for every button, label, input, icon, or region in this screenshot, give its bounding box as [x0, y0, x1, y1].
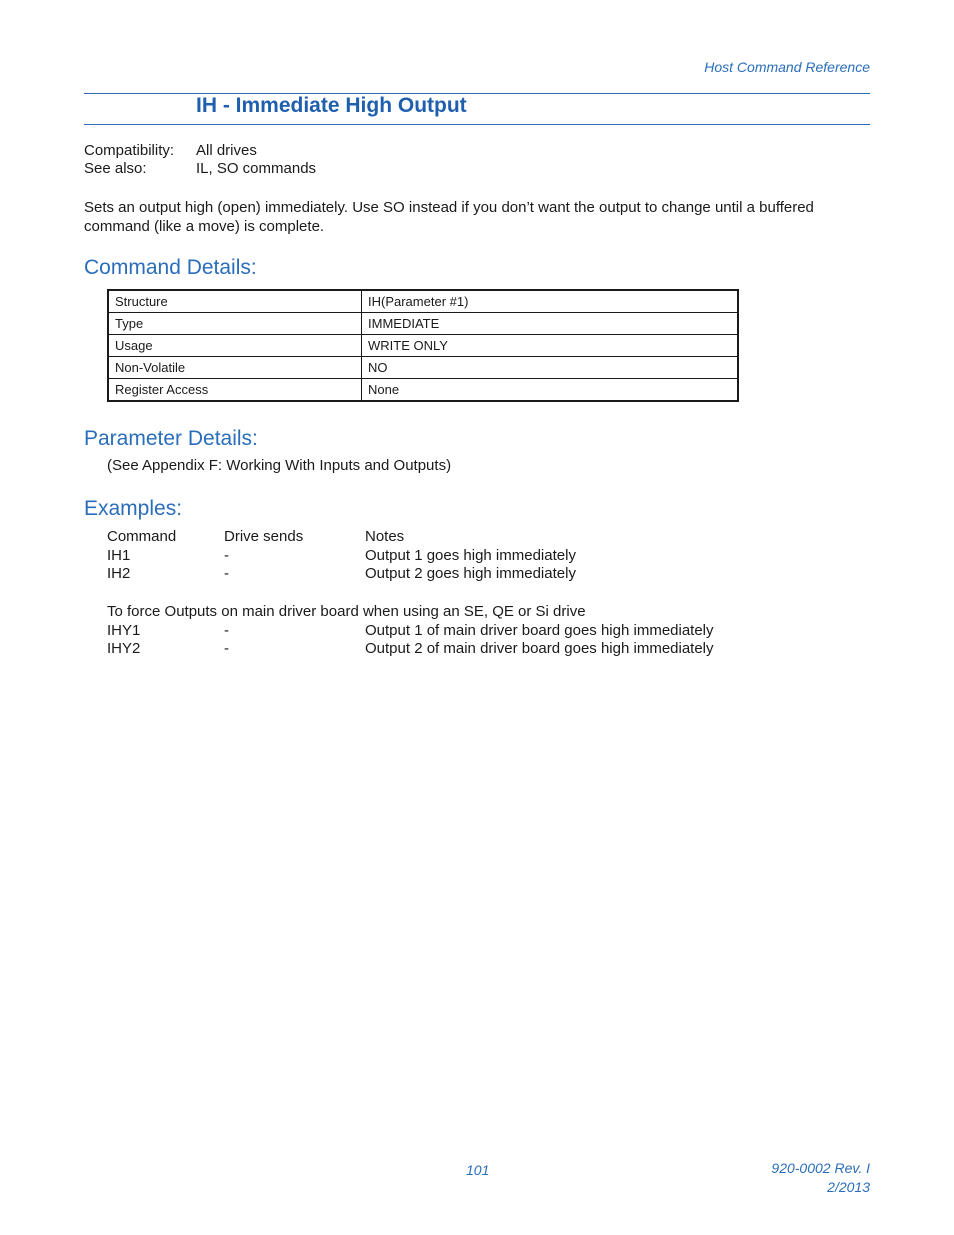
- example-notes: Output 2 goes high immediately: [365, 565, 576, 582]
- table-cell-value: WRITE ONLY: [362, 335, 739, 357]
- column-header-notes: Notes: [365, 528, 405, 545]
- column-header-drive-sends: Drive sends: [224, 528, 304, 545]
- compatibility-value: All drives: [196, 142, 257, 159]
- title-bottom-rule: [84, 124, 870, 125]
- table-cell-label: Structure: [108, 290, 362, 313]
- parameter-details-heading: Parameter Details:: [84, 427, 258, 450]
- page-title: IH - Immediate High Output: [196, 94, 467, 117]
- table-cell-label: Non-Volatile: [108, 357, 362, 379]
- example-notes: Output 1 goes high immediately: [365, 547, 576, 564]
- example-notes: Output 2 of main driver board goes high immediately: [365, 640, 714, 657]
- table-row: [108, 313, 738, 335]
- see-also-label: See also:: [84, 160, 147, 177]
- example-command: IHY2: [107, 640, 141, 657]
- command-details-table: [107, 289, 739, 402]
- table-row: [108, 379, 738, 402]
- example-drive-sends: -: [224, 547, 229, 564]
- document-revision: [771, 1159, 870, 1197]
- compatibility-line: [84, 142, 257, 160]
- example-drive-sends: -: [224, 622, 229, 639]
- doc-rev: 920-0002 Rev. I: [771, 1160, 870, 1176]
- table-cell-value: NO: [362, 357, 739, 379]
- compatibility-label: Compatibility:: [84, 142, 175, 159]
- table-cell-label: Usage: [108, 335, 362, 357]
- example-drive-sends: -: [224, 640, 229, 657]
- example-command: IH2: [107, 565, 131, 582]
- command-details-heading: Command Details:: [84, 256, 257, 279]
- force-outputs-note-text: To force Outputs on main driver board when using an SE, QE or Si drive: [107, 603, 586, 620]
- parameter-details-note: (See Appendix F: Working With Inputs and Outputs): [107, 457, 452, 474]
- table-cell-label: Register Access: [108, 379, 362, 402]
- column-header-command: Command: [107, 528, 177, 545]
- doc-date: 2/2013: [827, 1179, 870, 1195]
- example-drive-sends: -: [224, 565, 229, 582]
- examples-heading: Examples:: [84, 497, 183, 520]
- see-also-value: IL, SO commands: [196, 160, 317, 177]
- example-notes: Output 1 of main driver board goes high immediately: [365, 622, 714, 639]
- example-command: IH1: [107, 547, 131, 564]
- table-cell-value: IH(Parameter #1): [362, 290, 739, 313]
- example-command: IHY1: [107, 622, 141, 639]
- description: Sets an output high (open) immediately. Use SO instead if you don’t want the output to change until a buffered command (like a move) is complete.: [84, 199, 814, 235]
- header-section-reference: Host Command Reference: [704, 59, 870, 75]
- table-cell-value: IMMEDIATE: [362, 313, 739, 335]
- table-cell-value: None: [362, 379, 739, 402]
- page-number: 101: [466, 1162, 490, 1178]
- table-cell-label: Type: [108, 313, 362, 335]
- table-row: [108, 357, 738, 379]
- table-row: [108, 290, 738, 313]
- table-row: [108, 335, 738, 357]
- see-also-line: [84, 160, 316, 178]
